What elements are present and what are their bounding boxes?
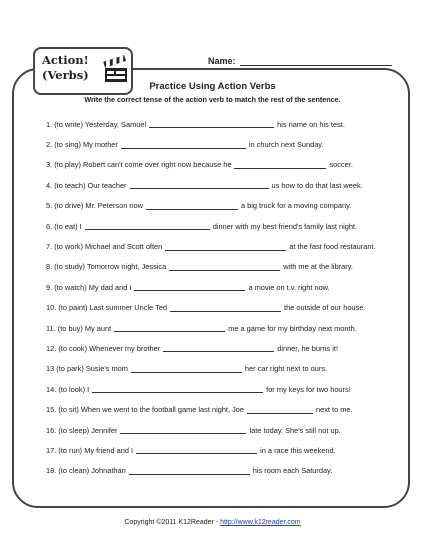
answer-blank[interactable] — [129, 467, 250, 475]
exercise-item — [46, 114, 391, 134]
answer-blank[interactable] — [146, 202, 238, 210]
exercise-prompt: 3. (to play) Robert can't come over right now because he — [46, 160, 232, 170]
name-field — [208, 56, 392, 66]
exercise-item — [46, 196, 391, 216]
name-label: Name: — [208, 56, 236, 66]
exercise-list — [46, 114, 391, 481]
exercise-prompt: 9. (to watch) My dad and I — [46, 282, 132, 292]
exercise-ending: a movie on t.v. right now. — [248, 282, 330, 292]
exercise-ending: his name on his test. — [277, 119, 345, 129]
exercise-ending: me a game for my birthday next month. — [228, 323, 357, 333]
answer-blank[interactable] — [136, 446, 257, 454]
action-verbs-badge — [33, 47, 133, 95]
answer-blank[interactable] — [169, 263, 280, 271]
exercise-ending: his room each Saturday. — [252, 466, 333, 476]
answer-blank[interactable] — [134, 283, 245, 291]
exercise-prompt: 15. (to sit) When we went to the football game last night, Joe — [46, 405, 245, 415]
answer-blank[interactable] — [165, 243, 286, 251]
exercise-ending: us how to do that last week. — [271, 180, 363, 190]
exercise-prompt: 1. (to write) Yesterday, Samuel — [46, 119, 147, 129]
answer-blank[interactable] — [92, 385, 263, 393]
answer-blank[interactable] — [234, 161, 326, 169]
exercise-item — [46, 440, 391, 460]
exercise-ending: for my keys for two hours! — [266, 384, 351, 394]
answer-blank[interactable] — [149, 120, 274, 128]
name-blank[interactable] — [240, 56, 392, 66]
exercise-prompt: 13 (to park) Susie's mom — [46, 364, 128, 374]
exercise-item — [46, 420, 391, 440]
badge-line-1: Action! — [42, 53, 89, 67]
exercise-ending: the outside of our house. — [284, 303, 366, 313]
footer — [0, 519, 425, 526]
exercise-item — [46, 277, 391, 297]
exercise-item — [46, 379, 391, 399]
exercise-prompt: 17. (to run) My friend and I — [46, 445, 134, 455]
exercise-prompt: 5. (to drive) Mr. Peterson now — [46, 201, 143, 211]
exercise-prompt: 2. (to sing) My mother — [46, 140, 118, 150]
exercise-ending: dinner with my best friend's family last night. — [212, 221, 358, 231]
exercise-prompt: 8. (to study) Tomorrow night, Jessica — [46, 262, 167, 272]
exercise-item — [46, 461, 391, 481]
exercise-prompt: 16. (to sleep) Jennifer — [46, 425, 118, 435]
exercise-prompt: 6. (to eat) I — [46, 221, 82, 231]
exercise-prompt: 11. (to buy) My aunt — [46, 323, 112, 333]
exercise-prompt: 12. (to cook) Whenever my brother — [46, 343, 161, 353]
worksheet-title: Practice Using Action Verbs — [149, 81, 276, 92]
exercise-prompt: 14. (to look) I — [46, 384, 90, 394]
exercise-ending: at the fast food restaurant. — [289, 242, 376, 252]
answer-blank[interactable] — [130, 181, 269, 189]
exercise-ending: with me at the library. — [283, 262, 353, 272]
exercise-prompt: 4. (to teach) Our teacher — [46, 180, 127, 190]
exercise-prompt: 10. (to paint) Last summer Uncle Ted — [46, 303, 168, 313]
answer-blank[interactable] — [114, 324, 225, 332]
exercise-ending: next to me. — [316, 405, 353, 415]
badge-title — [42, 53, 89, 83]
exercise-item — [46, 298, 391, 318]
answer-blank[interactable] — [247, 406, 313, 414]
exercise-item — [46, 175, 391, 195]
answer-blank[interactable] — [121, 141, 246, 149]
answer-blank[interactable] — [120, 426, 246, 434]
exercise-ending: late today. She's still not up. — [249, 425, 341, 435]
exercise-item — [46, 338, 391, 358]
exercise-ending: dinner, he burns it! — [277, 343, 339, 353]
exercise-item — [46, 155, 391, 175]
exercise-item — [46, 257, 391, 277]
exercise-prompt: 18. (to clean) Johnathan — [46, 466, 126, 476]
exercise-item — [46, 216, 391, 236]
exercise-item — [46, 236, 391, 256]
exercise-item — [46, 318, 391, 338]
exercise-item — [46, 399, 391, 419]
exercise-item — [46, 134, 391, 154]
exercise-ending: in church next Sunday. — [248, 140, 324, 150]
exercise-ending: in a race this weekend. — [260, 445, 336, 455]
answer-blank[interactable] — [131, 365, 242, 373]
exercise-ending: her car right next to ours. — [244, 364, 328, 374]
clapperboard-icon — [103, 55, 129, 85]
exercise-ending: soccer. — [329, 160, 353, 170]
exercise-prompt: 7. (to work) Michael and Scott often — [46, 242, 163, 252]
k12reader-link[interactable]: http://www.k12reader.com — [220, 519, 301, 526]
copyright-text: Copyright ©2011 K12Reader - — [124, 519, 221, 526]
worksheet-instructions: Write the correct tense of the action verb to match the rest of the sentence. — [84, 95, 341, 104]
exercise-item — [46, 359, 391, 379]
answer-blank[interactable] — [163, 344, 274, 352]
badge-line-2: (Verbs) — [42, 68, 89, 82]
exercise-ending: a big truck for a moving company. — [240, 201, 352, 211]
answer-blank[interactable] — [170, 304, 281, 312]
answer-blank[interactable] — [85, 222, 210, 230]
